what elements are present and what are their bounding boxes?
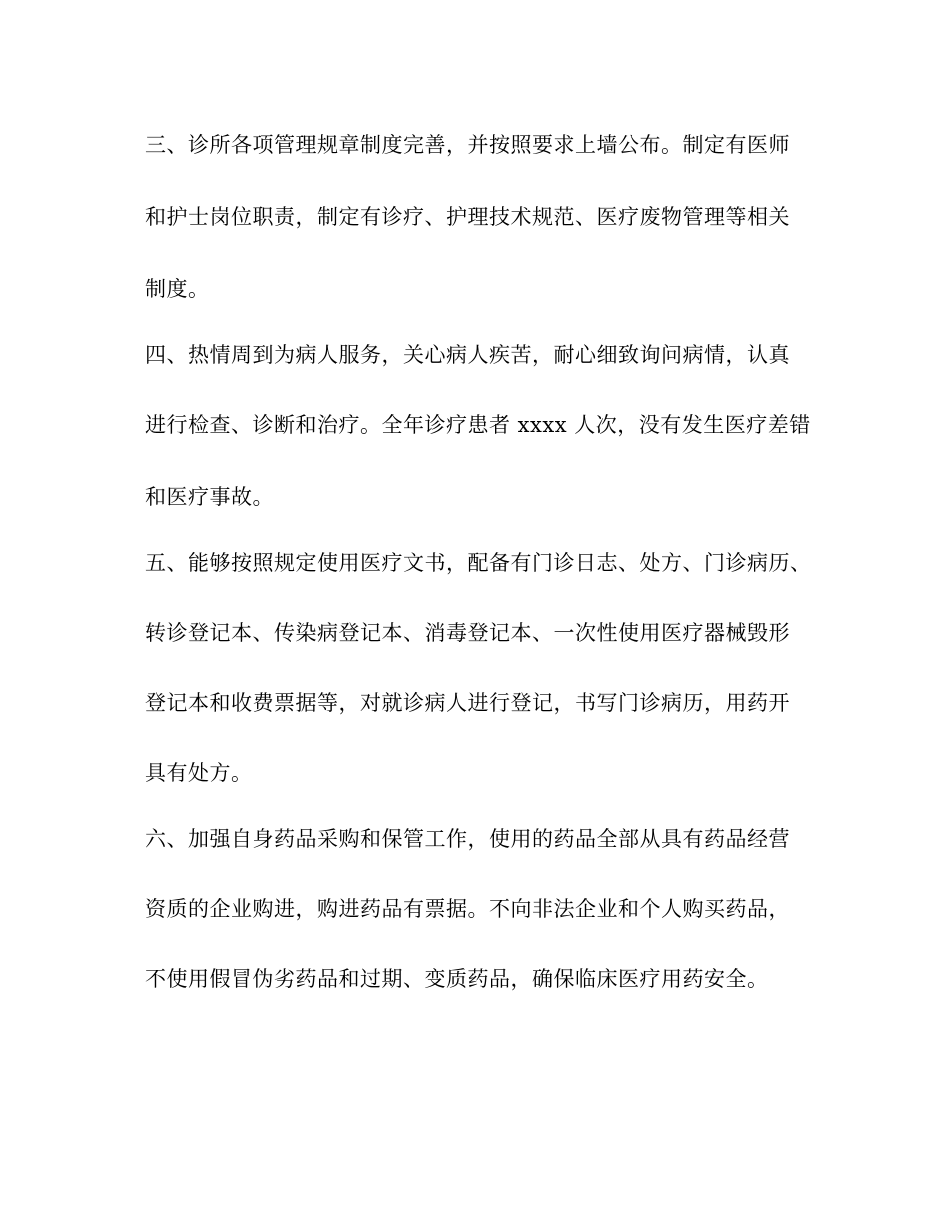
text-line-4: 四、热情周到为病人服务，关心病人疾苦，耐心细致询问病情，认真 (145, 343, 790, 367)
text-line-9: 登记本和收费票据等，对就诊病人进行登记，书写门诊病历，用药开 (145, 691, 790, 715)
text-line-13: 不使用假冒伪劣药品和过期、变质药品，确保临床医疗用药安全。 (145, 967, 769, 991)
text-line-10: 具有处方。 (145, 761, 253, 785)
text-line-12: 资质的企业购进，购进药品有票据。不向非法企业和个人购买药品， (145, 897, 790, 921)
text-line-7: 五、能够按照规定使用医疗文书，配备有门诊日志、处方、门诊病历、 (145, 551, 812, 575)
text-line-1: 三、诊所各项管理规章制度完善，并按照要求上墙公布。制定有医师 (145, 133, 790, 157)
text-line-6: 和医疗事故。 (145, 485, 274, 509)
text-line-5: 进行检查、诊断和治疗。全年诊疗患者 xxxx 人次，没有发生医疗差错 (145, 413, 811, 437)
text-line-3: 制度。 (145, 277, 210, 301)
text-line-11: 六、加强自身药品采购和保管工作，使用的药品全部从具有药品经营 (145, 827, 790, 851)
text-line-8: 转诊登记本、传染病登记本、消毒登记本、一次性使用医疗器械毁形 (145, 621, 790, 645)
text-line-2: 和护士岗位职责，制定有诊疗、护理技术规范、医疗废物管理等相关 (145, 205, 790, 229)
